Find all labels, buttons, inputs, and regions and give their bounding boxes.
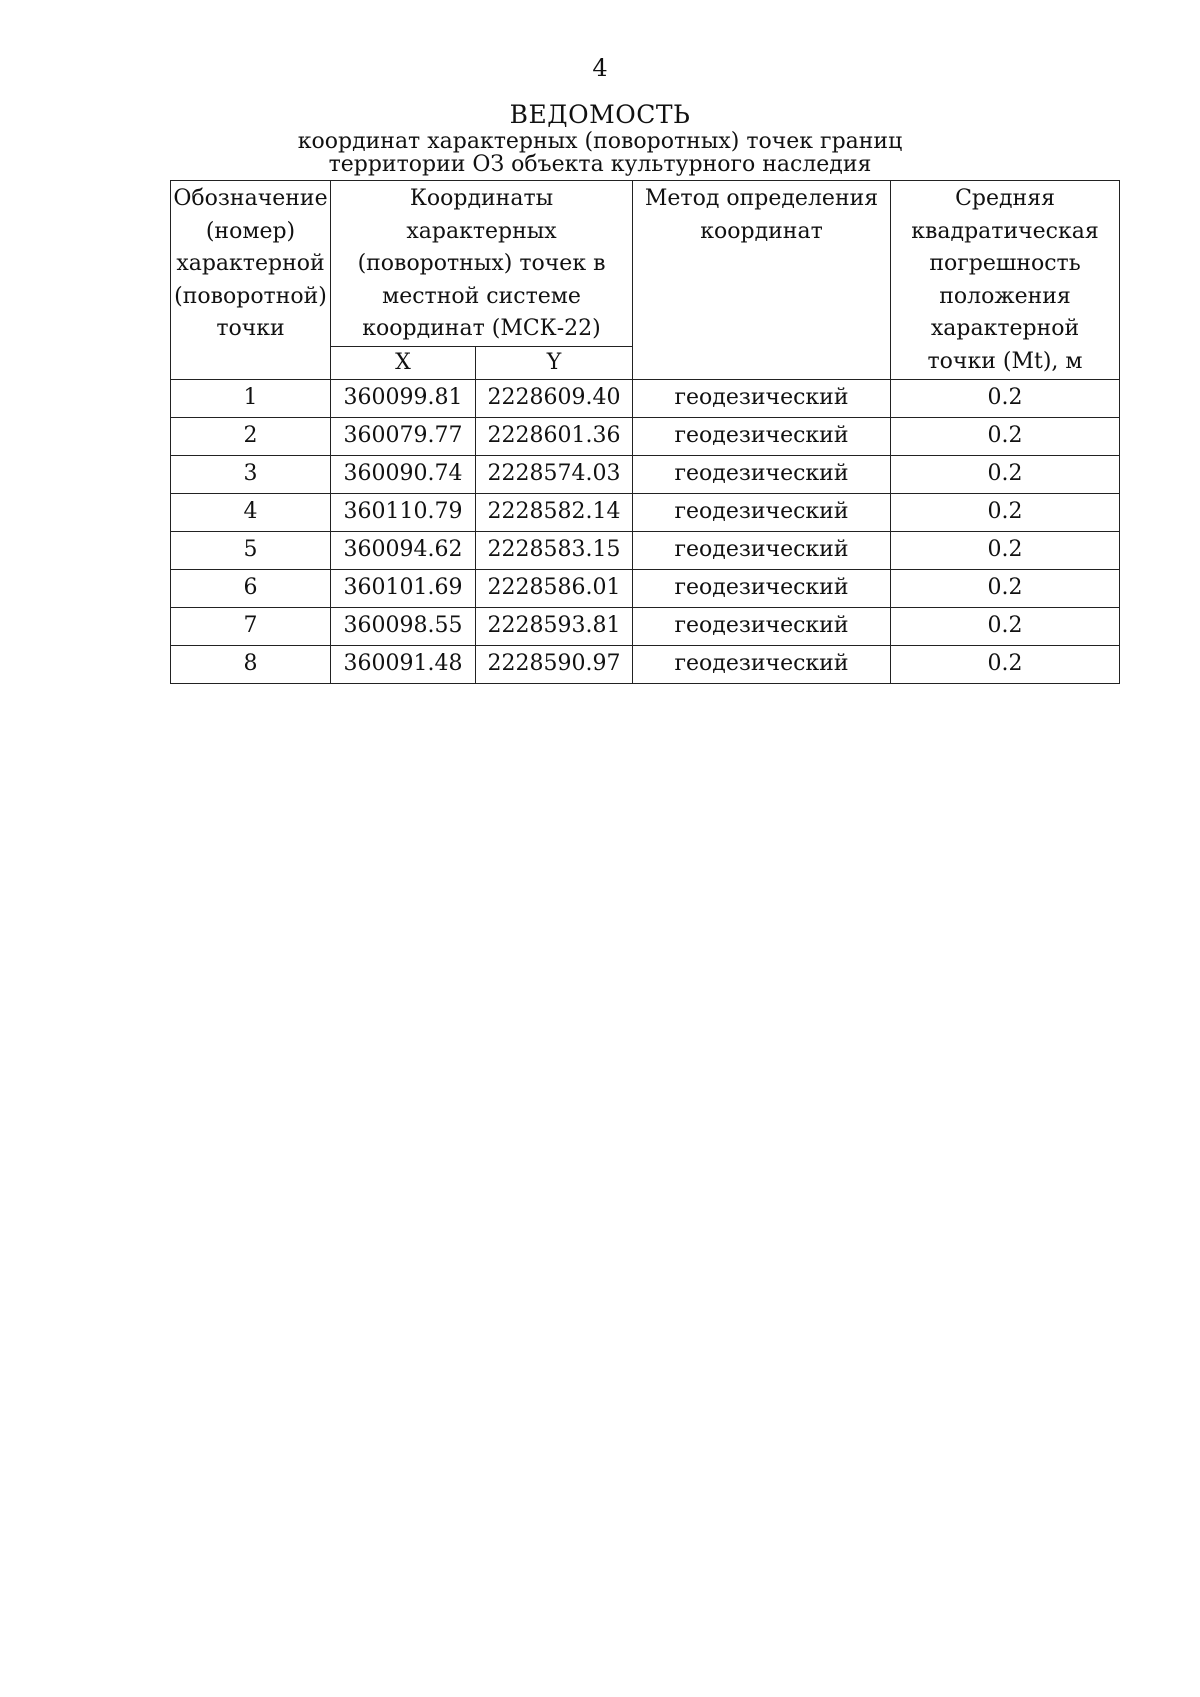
header-coordinates-line: местной системе: [382, 283, 581, 309]
coordinates-table: [170, 180, 1120, 684]
cell-y: 2228583.15: [476, 531, 633, 569]
cell-error: 0.2: [891, 493, 1120, 531]
cell-y: 2228582.14: [476, 493, 633, 531]
header-point-number-line: (поворотной): [174, 283, 327, 309]
cell-point-number: 2: [171, 417, 331, 455]
header-method-line: Метод определения: [644, 186, 879, 211]
cell-point-number: 1: [171, 379, 331, 417]
cell-x: 360099.81: [331, 379, 476, 417]
header-error-line: квадратическая: [911, 218, 1099, 244]
header-method: [633, 181, 891, 380]
cell-x: 360090.74: [331, 455, 476, 493]
cell-error: 0.2: [891, 455, 1120, 493]
cell-point-number: 3: [171, 455, 331, 493]
cell-error: 0.2: [891, 645, 1120, 683]
cell-y: 2228609.40: [476, 379, 633, 417]
header-coordinates-line: Координаты: [409, 186, 554, 211]
header-coordinates-line: координат (МСК-22): [362, 316, 601, 341]
header-x: X: [331, 346, 476, 379]
cell-error: 0.2: [891, 569, 1120, 607]
table-row: [171, 493, 1120, 531]
cell-x: 360098.55: [331, 607, 476, 645]
cell-error: 0.2: [891, 531, 1120, 569]
table-row: [171, 531, 1120, 569]
cell-point-number: 4: [171, 493, 331, 531]
document-subtitle-line-2: территории ОЗ объекта культурного наследия: [328, 152, 872, 177]
table-row: [171, 417, 1120, 455]
cell-method: геодезический: [633, 417, 891, 455]
cell-y: 2228601.36: [476, 417, 633, 455]
header-point-number-line: Обозначение: [173, 186, 328, 211]
header-coordinates-line: характерных: [406, 218, 557, 244]
cell-method: геодезический: [633, 569, 891, 607]
header-method-line: координат: [700, 218, 823, 244]
header-point-number-line: (номер): [205, 218, 296, 244]
cell-point-number: 7: [171, 607, 331, 645]
cell-method: геодезический: [633, 531, 891, 569]
cell-x: 360079.77: [331, 417, 476, 455]
cell-method: геодезический: [633, 607, 891, 645]
cell-point-number: 6: [171, 569, 331, 607]
header-error-line: положения: [939, 283, 1071, 309]
cell-x: 360110.79: [331, 493, 476, 531]
cell-point-number: 5: [171, 531, 331, 569]
document-subtitle-line-1: координат характерных (поворотных) точек границ: [297, 129, 903, 154]
table-row: [171, 379, 1120, 417]
cell-method: геодезический: [633, 493, 891, 531]
table-row: [171, 645, 1120, 683]
cell-y: 2228574.03: [476, 455, 633, 493]
header-coordinates: [331, 181, 633, 347]
header-point-number: [171, 181, 331, 380]
cell-error: 0.2: [891, 417, 1120, 455]
document-title: ВЕДОМОСТЬ: [509, 100, 691, 129]
cell-y: 2228590.97: [476, 645, 633, 683]
table-row: [171, 569, 1120, 607]
cell-y: 2228593.81: [476, 607, 633, 645]
page-number: 4: [592, 54, 608, 82]
header-error: [891, 181, 1120, 380]
header-error-line: Средняя: [955, 186, 1055, 211]
cell-method: геодезический: [633, 645, 891, 683]
cell-error: 0.2: [891, 607, 1120, 645]
header-coordinates-line: (поворотных) точек в: [357, 251, 606, 276]
cell-point-number: 8: [171, 645, 331, 683]
cell-y: 2228586.01: [476, 569, 633, 607]
cell-x: 360091.48: [331, 645, 476, 683]
header-y: Y: [476, 346, 633, 379]
cell-error: 0.2: [891, 379, 1120, 417]
header-point-number-line: характерной: [176, 251, 325, 276]
header-error-line: погрешность: [929, 251, 1081, 276]
table-row: [171, 607, 1120, 645]
table-row: [171, 455, 1120, 493]
cell-x: 360101.69: [331, 569, 476, 607]
cell-method: геодезический: [633, 455, 891, 493]
cell-method: геодезический: [633, 379, 891, 417]
header-point-number-line: точки: [216, 316, 285, 341]
header-error-line: характерной: [930, 316, 1080, 341]
cell-x: 360094.62: [331, 531, 476, 569]
header-error-line: точки (Mt), м: [927, 348, 1083, 374]
